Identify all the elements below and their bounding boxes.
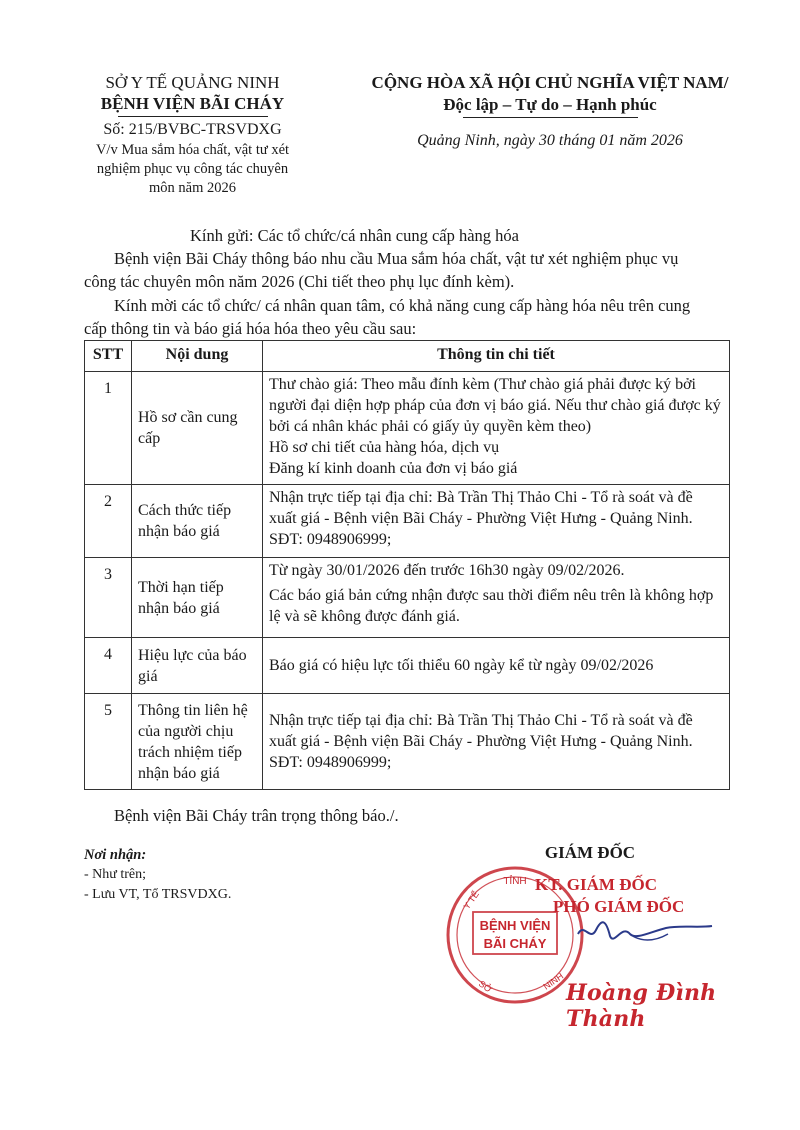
header-stt: STT [85, 341, 132, 372]
row-content: Cách thức tiếp nhận báo giá [132, 485, 263, 558]
table-header-row [85, 341, 730, 372]
table-row [85, 372, 730, 485]
row-number: 1 [85, 372, 132, 485]
date-line: Quảng Ninh, ngày 30 tháng 01 năm 2026 [417, 132, 683, 149]
table-row [85, 694, 730, 790]
recipient-item: - Lưu VT, Tổ TRSVDXG. [84, 887, 232, 902]
stamp-center-line-1: BỆNH VIỆN [479, 918, 551, 933]
nation-title: CỘNG HÒA XÃ HỘI CHỦ NGHĨA VIỆT NAM/ [371, 73, 729, 92]
detail-line: Nhận trực tiếp tại địa chỉ: Bà Trần Thị Thảo Chi - Tổ rà soát và đề xuất giá - Bệnh viện Bãi Cháy - Phường Việt Hưng - Quảng Ninh. SĐT: 0948906999; [269, 712, 693, 771]
signature-title: GIÁM ĐỐC [544, 843, 636, 862]
detail-line: Đăng kí kinh doanh của đơn vị báo giá [269, 460, 518, 477]
kt-director-line: KT. GIÁM ĐỐC [535, 875, 657, 894]
row-content: Thời hạn tiếp nhận báo giá [132, 558, 263, 638]
paragraph-2-line-1: Kính mời các tổ chức/ cá nhân quan tâm, có khả năng cung cấp hàng hóa nêu trên cung [114, 296, 691, 315]
row-details [263, 485, 730, 558]
detail-line: Các báo giá bản cứng nhận được sau thời điểm nêu trên là không hợp lệ và sẽ không được đánh giá. [269, 587, 714, 625]
stamp-rim-letter: SỞ [476, 978, 494, 995]
stamp-rim-letter: NINH [541, 970, 566, 992]
paragraph-1-line-2: công tác chuyên môn năm 2026 (Chi tiết theo phụ lục đính kèm). [84, 272, 515, 291]
row-content: Hồ sơ cần cung cấp [132, 372, 263, 485]
paragraph-2-line-2: cấp thông tin và báo giá hóa hóa theo yêu cầu sau: [84, 319, 417, 338]
detail-line: Hồ sơ chi tiết của hàng hóa, dịch vụ [269, 439, 500, 456]
recipients-block [84, 845, 231, 905]
closing-statement: Bệnh viện Bãi Cháy trân trọng thông báo./. [114, 806, 399, 825]
header-content: Nội dung [132, 341, 263, 372]
greeting: Kính gửi: Các tổ chức/cá nhân cung cấp hàng hóa [190, 226, 519, 245]
row-number: 2 [85, 485, 132, 558]
header-details: Thông tin chi tiết [263, 341, 730, 372]
subject-line-3: môn năm 2026 [149, 180, 236, 196]
table-row [85, 558, 730, 638]
table-row [85, 638, 730, 694]
signer-name: Hoàng Đình Thành [566, 980, 717, 1032]
detail-line: Thư chào giá: Theo mẫu đính kèm (Thư chào giá phải được ký bởi người đại diện hợp pháp của đơn vị báo giá. Nếu thư chào giá được ký bởi cá nhân khác phải có giấy ủy quyền kèm theo) [269, 376, 721, 435]
subject-line-2: nghiệm phục vụ công tác chuyên [96, 161, 289, 177]
national-header-block [340, 72, 760, 150]
document-number: Số: 215/BVBC-TRSVDXG [103, 121, 282, 138]
issuing-agency-block [70, 72, 315, 197]
deputy-director-line: PHÓ GIÁM ĐỐC [553, 897, 685, 916]
row-content: Hiệu lực của báo giá [132, 638, 263, 694]
department-name: SỞ Y TẾ QUẢNG NINH [105, 73, 280, 92]
row-number: 5 [85, 694, 132, 790]
row-content: Thông tin liên hệ của người chịu trách nhiệm tiếp nhận báo giá [132, 694, 263, 790]
detail-line: Báo giá có hiệu lực tối thiểu 60 ngày kể từ ngày 09/02/2026 [269, 657, 654, 674]
hospital-name: BỆNH VIỆN BÃI CHÁY [100, 94, 285, 113]
row-details [263, 694, 730, 790]
stamp-top-text: TỈNH [503, 876, 527, 887]
row-details [263, 638, 730, 694]
table-row [85, 485, 730, 558]
hospital-underline [118, 116, 268, 117]
row-number: 3 [85, 558, 132, 638]
row-details [263, 558, 730, 638]
detail-line: Từ ngày 30/01/2026 đến trước 16h30 ngày 09/02/2026. [269, 562, 625, 579]
handwritten-signature [570, 912, 720, 952]
stamp-rim-letter: Y TẾ [461, 889, 481, 912]
subject-line-1: V/v Mua sắm hóa chất, vật tư xét [95, 142, 290, 158]
motto-underline [463, 117, 638, 118]
row-details [263, 372, 730, 485]
paragraph-1-line-1: Bệnh viện Bãi Cháy thông báo nhu cầu Mua sắm hóa chất, vật tư xét nghiệm phục vụ [114, 249, 679, 268]
stamp-center-line-2: BÃI CHÁY [483, 936, 547, 951]
recipient-item: - Như trên; [84, 867, 147, 882]
requirements-table [84, 340, 730, 790]
nation-motto: Độc lập – Tự do – Hạnh phúc [443, 95, 657, 114]
recipients-title: Nơi nhận: [84, 847, 147, 863]
detail-line: Nhận trực tiếp tại địa chỉ: Bà Trần Thị Thảo Chi - Tổ rà soát và đề xuất giá - Bệnh viện Bãi Cháy - Phường Việt Hưng - Quảng Ninh. SĐT: 0948906999; [269, 489, 693, 548]
row-number: 4 [85, 638, 132, 694]
